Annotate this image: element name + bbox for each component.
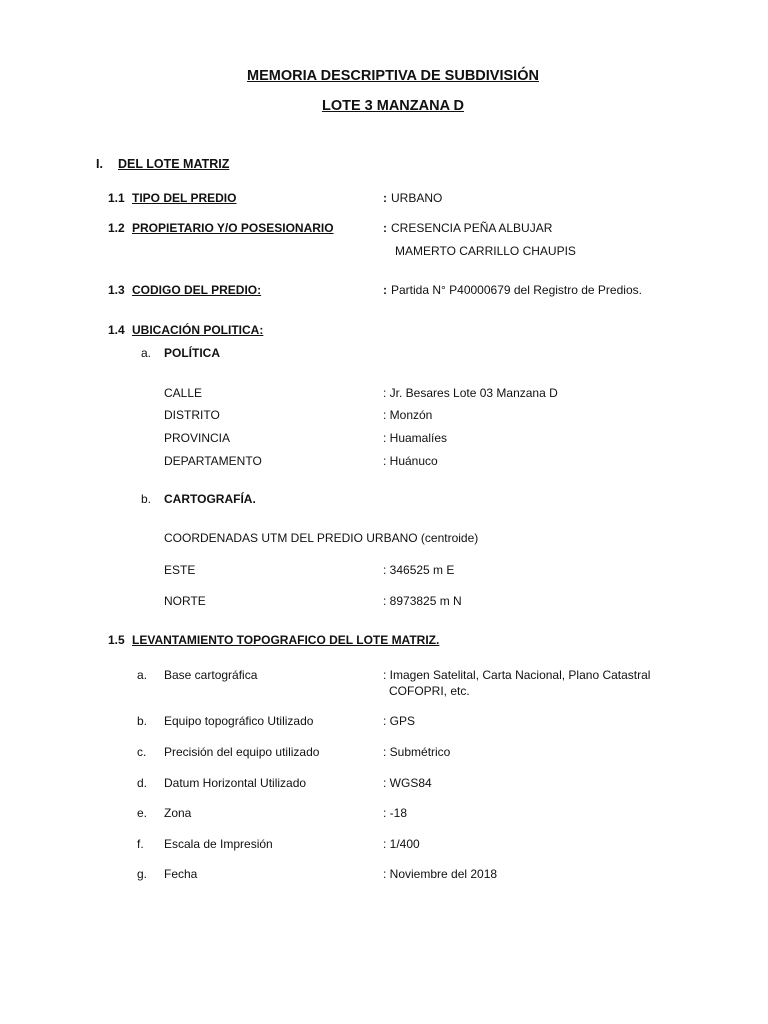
section-title: DEL LOTE MATRIZ [118,157,230,171]
propietario-value-2: MAMERTO CARRILLO CHAUPIS [395,244,576,258]
equipo-label: Equipo topográfico Utilizado [164,714,314,728]
item-letter: f. [137,837,144,851]
departamento-value: : Huánuco [383,454,438,468]
document-title: MEMORIA DESCRIPTIVA DE SUBDIVISIÓN [247,68,539,84]
escala-label: Escala de Impresión [164,837,273,851]
distrito-value: : Monzón [383,408,433,422]
este-value: : 346525 m E [383,563,455,577]
item-number: 1.1 [108,191,125,205]
codigo-value: Partida N° P40000679 del Registro de Predios. [391,283,642,297]
item-letter: c. [137,745,147,759]
distrito-label: DISTRITO [164,408,220,422]
equipo-value: : GPS [383,714,416,728]
datum-value: : WGS84 [383,776,432,790]
escala-value: : 1/400 [383,837,420,851]
base-cartografica-value-2: COFOPRI, etc. [389,684,470,698]
ubicacion-label: UBICACIÓN POLITICA: [132,323,264,337]
departamento-label: DEPARTAMENTO [164,454,262,468]
separator: : [383,221,387,235]
separator: : [383,191,387,205]
este-label: ESTE [164,563,196,577]
separator: : [383,283,387,297]
item-number: 1.5 [108,633,125,647]
propietario-label: PROPIETARIO Y/O POSESIONARIO [132,221,334,235]
coords-title: COORDENADAS UTM DEL PREDIO URBANO (centroide) [164,531,479,545]
provincia-label: PROVINCIA [164,431,231,445]
norte-value: : 8973825 m N [383,594,462,608]
item-number: 1.2 [108,221,125,235]
tipo-value: URBANO [391,191,443,205]
cartografia-title: CARTOGRAFÍA. [164,492,256,506]
propietario-value-1: CRESENCIA PEÑA ALBUJAR [391,221,553,235]
politica-title: POLÍTICA [164,346,220,360]
fecha-value: : Noviembre del 2018 [383,867,498,881]
zona-label: Zona [164,806,192,820]
precision-value: : Submétrico [383,745,451,759]
datum-label: Datum Horizontal Utilizado [164,776,307,790]
codigo-label: CODIGO DEL PREDIO: [132,283,262,297]
base-cartografica-value: : Imagen Satelital, Carta Nacional, Plano Catastral [383,668,651,682]
calle-value: : Jr. Besares Lote 03 Manzana D [383,386,558,400]
item-letter: e. [137,806,148,820]
provincia-value: : Huamalíes [383,431,448,445]
zona-value: : -18 [383,806,408,820]
item-number: 1.3 [108,283,125,297]
item-number: 1.4 [108,323,125,337]
item-letter: b. [137,714,148,728]
item-letter: d. [137,776,148,790]
tipo-label: TIPO DEL PREDIO [132,191,237,205]
document-subtitle: LOTE 3 MANZANA D [321,98,465,114]
precision-label: Precisión del equipo utilizado [164,745,320,759]
fecha-label: Fecha [164,867,198,881]
calle-label: CALLE [164,386,203,400]
base-cartografica-label: Base cartográfica [164,668,258,682]
item-letter: a. [137,668,148,682]
sub-letter: b. [141,492,152,506]
sub-letter: a. [141,346,152,360]
norte-label: NORTE [164,594,206,608]
levantamiento-label: LEVANTAMIENTO TOPOGRAFICO DEL LOTE MATRIZ. [132,633,440,647]
item-letter: g. [137,867,148,881]
section-number: I. [96,157,103,171]
